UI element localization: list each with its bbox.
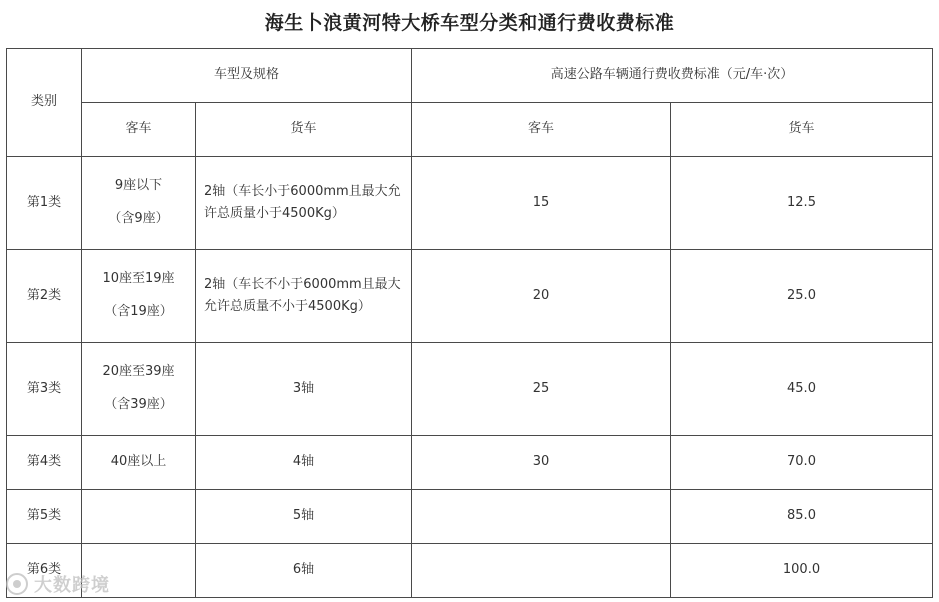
fee-truck-cell: 25.0 [671,250,933,343]
passenger-spec-cell [82,250,196,343]
table-row [7,490,933,544]
header-fee-passenger: 客车 [412,103,671,157]
passenger-spec-cell [82,490,196,544]
watermark [6,571,110,597]
fee-passenger-cell: 15 [412,157,671,250]
table-row [7,436,933,490]
fee-passenger-cell [412,490,671,544]
header-spec-passenger: 客车 [82,103,196,157]
passenger-spec-cell: 40座以上 [82,436,196,490]
truck-spec-cell: 6轴 [196,544,412,598]
header-spec-truck: 货车 [196,103,412,157]
fee-truck-cell: 85.0 [671,490,933,544]
header-fee-group: 高速公路车辆通行费收费标准（元/车·次） [412,49,933,103]
header-spec-group: 车型及规格 [82,49,412,103]
category-cell: 第4类 [7,436,82,490]
fee-truck-cell: 70.0 [671,436,933,490]
category-cell: 第2类 [7,250,82,343]
passenger-spec-cell [82,343,196,436]
category-cell: 第3类 [7,343,82,436]
passenger-spec-note: （含19座） [104,304,173,319]
header-fee-truck: 货车 [671,103,933,157]
passenger-spec-line: 10座至19座 [102,271,175,287]
category-cell: 第5类 [7,490,82,544]
truck-spec-cell: 4轴 [196,436,412,490]
fee-truck-cell: 100.0 [671,544,933,598]
toll-fee-table [6,48,933,598]
header-category: 类别 [7,49,82,157]
watermark-text: 大数跨境 [34,575,110,596]
table-row [7,157,933,250]
table-row [7,250,933,343]
fee-truck-cell: 12.5 [671,157,933,250]
category-cell: 第6类 [7,544,82,598]
page-title: 海生卜浪黄河特大桥车型分类和通行费收费标准 [264,12,675,34]
header-row-group [7,49,933,103]
fee-passenger-cell: 30 [412,436,671,490]
table-row [7,544,933,598]
passenger-spec-line: 9座以下 [114,178,163,194]
passenger-spec-note: （含9座） [108,211,169,226]
passenger-spec-line: 20座至39座 [102,364,175,380]
watermark-logo-icon [6,573,28,595]
passenger-spec-note: （含39座） [104,397,173,412]
truck-spec-cell: 2轴（车长小于6000mm且最大允许总质量小于4500Kg） [196,157,412,250]
truck-spec-cell: 3轴 [196,343,412,436]
category-cell: 第1类 [7,157,82,250]
fee-truck-cell: 45.0 [671,343,933,436]
truck-spec-cell: 5轴 [196,490,412,544]
fee-passenger-cell: 20 [412,250,671,343]
truck-spec-cell: 2轴（车长不小于6000mm且最大允许总质量不小于4500Kg） [196,250,412,343]
fee-passenger-cell: 25 [412,343,671,436]
passenger-spec-cell [82,157,196,250]
fee-passenger-cell [412,544,671,598]
header-row-sub [7,103,933,157]
table-row [7,343,933,436]
